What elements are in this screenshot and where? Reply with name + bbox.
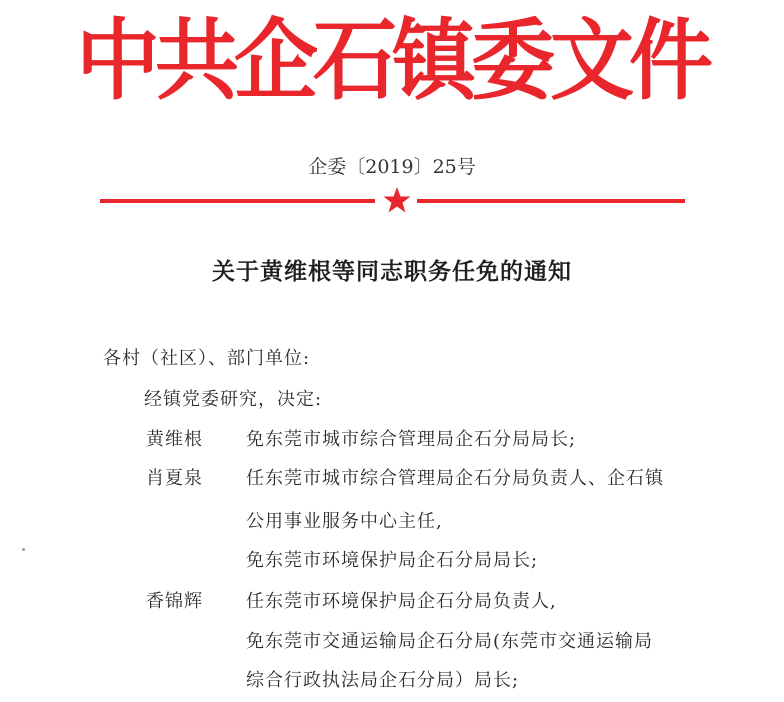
appointment-line: 免东莞市城市综合管理局企石分局局长; bbox=[246, 429, 577, 450]
document-number: 企委〔2019〕25号 bbox=[308, 156, 476, 178]
red-divider-left bbox=[100, 199, 375, 203]
appointment-line: 综合行政执法局企石分局）局长; bbox=[246, 670, 520, 691]
appointment-line: 任东莞市城市综合管理局企石分局负责人、企石镇 bbox=[246, 468, 664, 489]
notice-title: 关于黄维根等同志职务任免的通知 bbox=[212, 259, 572, 285]
appointment-line: 免东莞市交通运输局企石分局(东莞市交通运输局 bbox=[246, 631, 654, 652]
appointment-line: 公用事业服务中心主任, bbox=[246, 511, 443, 532]
appointee-name: 香锦辉 bbox=[146, 591, 203, 612]
appointee-name: 黄维根 bbox=[146, 429, 203, 450]
appointment-line: 免东莞市环境保护局企石分局局长; bbox=[246, 550, 539, 571]
red-divider-right bbox=[417, 199, 685, 203]
appointee-name: 肖夏泉 bbox=[146, 468, 203, 489]
scan-speck bbox=[22, 548, 25, 551]
intro-text: 经镇党委研究，决定: bbox=[144, 389, 323, 410]
appointment-line: 任东莞市环境保护局企石分局负责人, bbox=[246, 591, 557, 612]
document-masthead: 中共企石镇委文件 bbox=[75, 9, 708, 112]
red-star-icon bbox=[382, 185, 412, 215]
salutation: 各村（社区）、部门单位: bbox=[103, 348, 311, 369]
